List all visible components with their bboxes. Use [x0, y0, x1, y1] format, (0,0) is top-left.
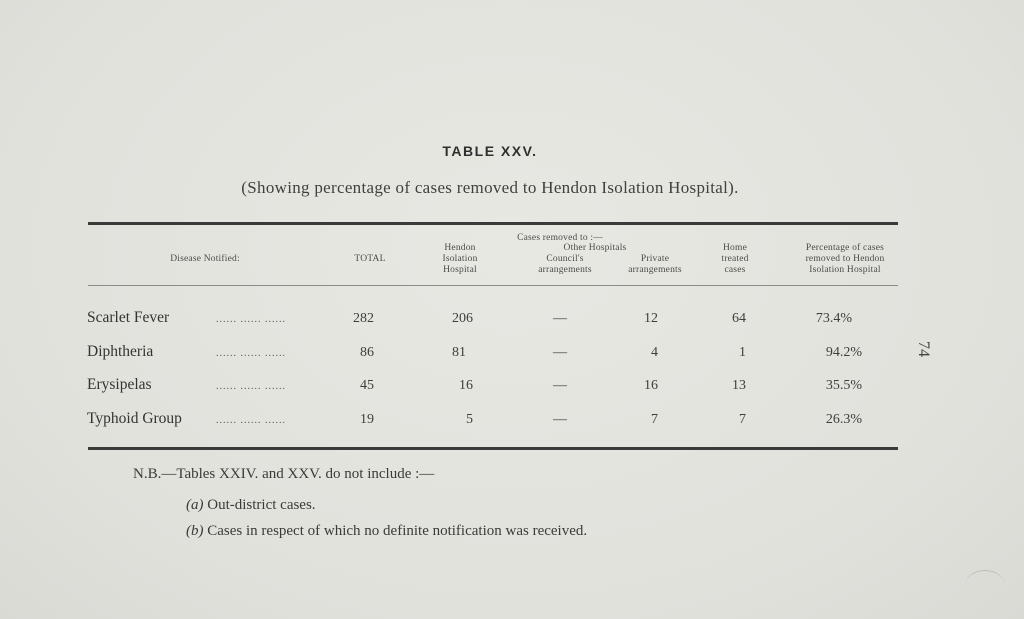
- header-councils-1: Council's: [546, 254, 584, 264]
- total-value: 45: [360, 378, 374, 393]
- header-private-2: arrangements: [628, 265, 682, 275]
- header-cases-removed: Cases removed to :—: [517, 233, 603, 243]
- note-a-text: Out-district cases.: [207, 497, 316, 513]
- pct-value: 26.3%: [825, 412, 862, 427]
- total-value: 86: [360, 345, 374, 360]
- home-value: 1: [739, 345, 746, 360]
- disease-name: Erysipelas: [87, 376, 152, 393]
- note-b-marker: (b): [186, 523, 204, 539]
- table-header-rule: [88, 285, 898, 286]
- table-top-rule: [88, 222, 898, 225]
- pct-value: 94.2%: [825, 345, 862, 360]
- home-value: 7: [739, 412, 746, 427]
- hendon-value: 5: [466, 412, 473, 427]
- header-pct-1: Percentage of cases: [805, 243, 885, 253]
- header-disease: Disease Notified:: [170, 254, 240, 264]
- disease-name: Scarlet Fever: [87, 309, 170, 326]
- councils-value: —: [553, 345, 567, 360]
- header-home-1: Home: [722, 243, 748, 253]
- total-value: 282: [353, 311, 374, 326]
- leader-dots: ...... ...... ......: [216, 348, 286, 359]
- header-hendon-1: Hendon: [444, 243, 476, 253]
- header-home-2: treated: [721, 254, 749, 264]
- header-hendon-2: Isolation: [442, 254, 478, 264]
- private-value: 4: [651, 345, 658, 360]
- header-home-3: cases: [724, 265, 746, 275]
- header-private-1: Private: [640, 254, 670, 264]
- table-bottom-rule: [88, 447, 898, 450]
- leader-dots: ...... ...... ......: [216, 381, 286, 392]
- total-value: 19: [360, 412, 374, 427]
- header-other-hospitals: Other Hospitals: [563, 243, 627, 253]
- hendon-value: 206: [452, 311, 473, 326]
- leader-dots: ...... ...... ......: [216, 415, 286, 426]
- pct-value: 73.4%: [815, 311, 852, 326]
- councils-value: —: [553, 412, 567, 427]
- private-value: 16: [644, 378, 658, 393]
- home-value: 13: [732, 378, 746, 393]
- header-pct-3: Isolation Hospital: [809, 265, 881, 275]
- note-nb: N.B.—Tables XXIV. and XXV. do not include :—: [133, 466, 435, 482]
- table-title: TABLE XXV.: [442, 143, 538, 159]
- note-a: [186, 497, 316, 514]
- note-b: [186, 523, 587, 540]
- table-subtitle: (Showing percentage of cases removed to Hendon Isolation Hospital).: [241, 178, 739, 197]
- note-b-text: Cases in respect of which no definite notification was received.: [207, 523, 588, 539]
- home-value: 64: [732, 311, 746, 326]
- private-value: 7: [651, 412, 658, 427]
- page-curl-mark: [965, 570, 1005, 601]
- councils-value: —: [553, 311, 567, 326]
- header-total: TOTAL: [354, 254, 386, 264]
- leader-dots: ...... ...... ......: [216, 314, 286, 325]
- councils-value: —: [553, 378, 567, 393]
- disease-name: Typhoid Group: [87, 410, 182, 427]
- note-a-marker: (a): [186, 497, 204, 513]
- header-councils-2: arrangements: [538, 265, 592, 275]
- hendon-value: 81: [452, 345, 466, 360]
- page-number: 74: [915, 341, 932, 357]
- pct-value: 35.5%: [825, 378, 862, 393]
- header-pct-2: removed to Hendon: [805, 254, 885, 264]
- disease-name: Diphtheria: [87, 343, 154, 360]
- hendon-value: 16: [459, 378, 473, 393]
- header-hendon-3: Hospital: [443, 265, 477, 275]
- private-value: 12: [644, 311, 658, 326]
